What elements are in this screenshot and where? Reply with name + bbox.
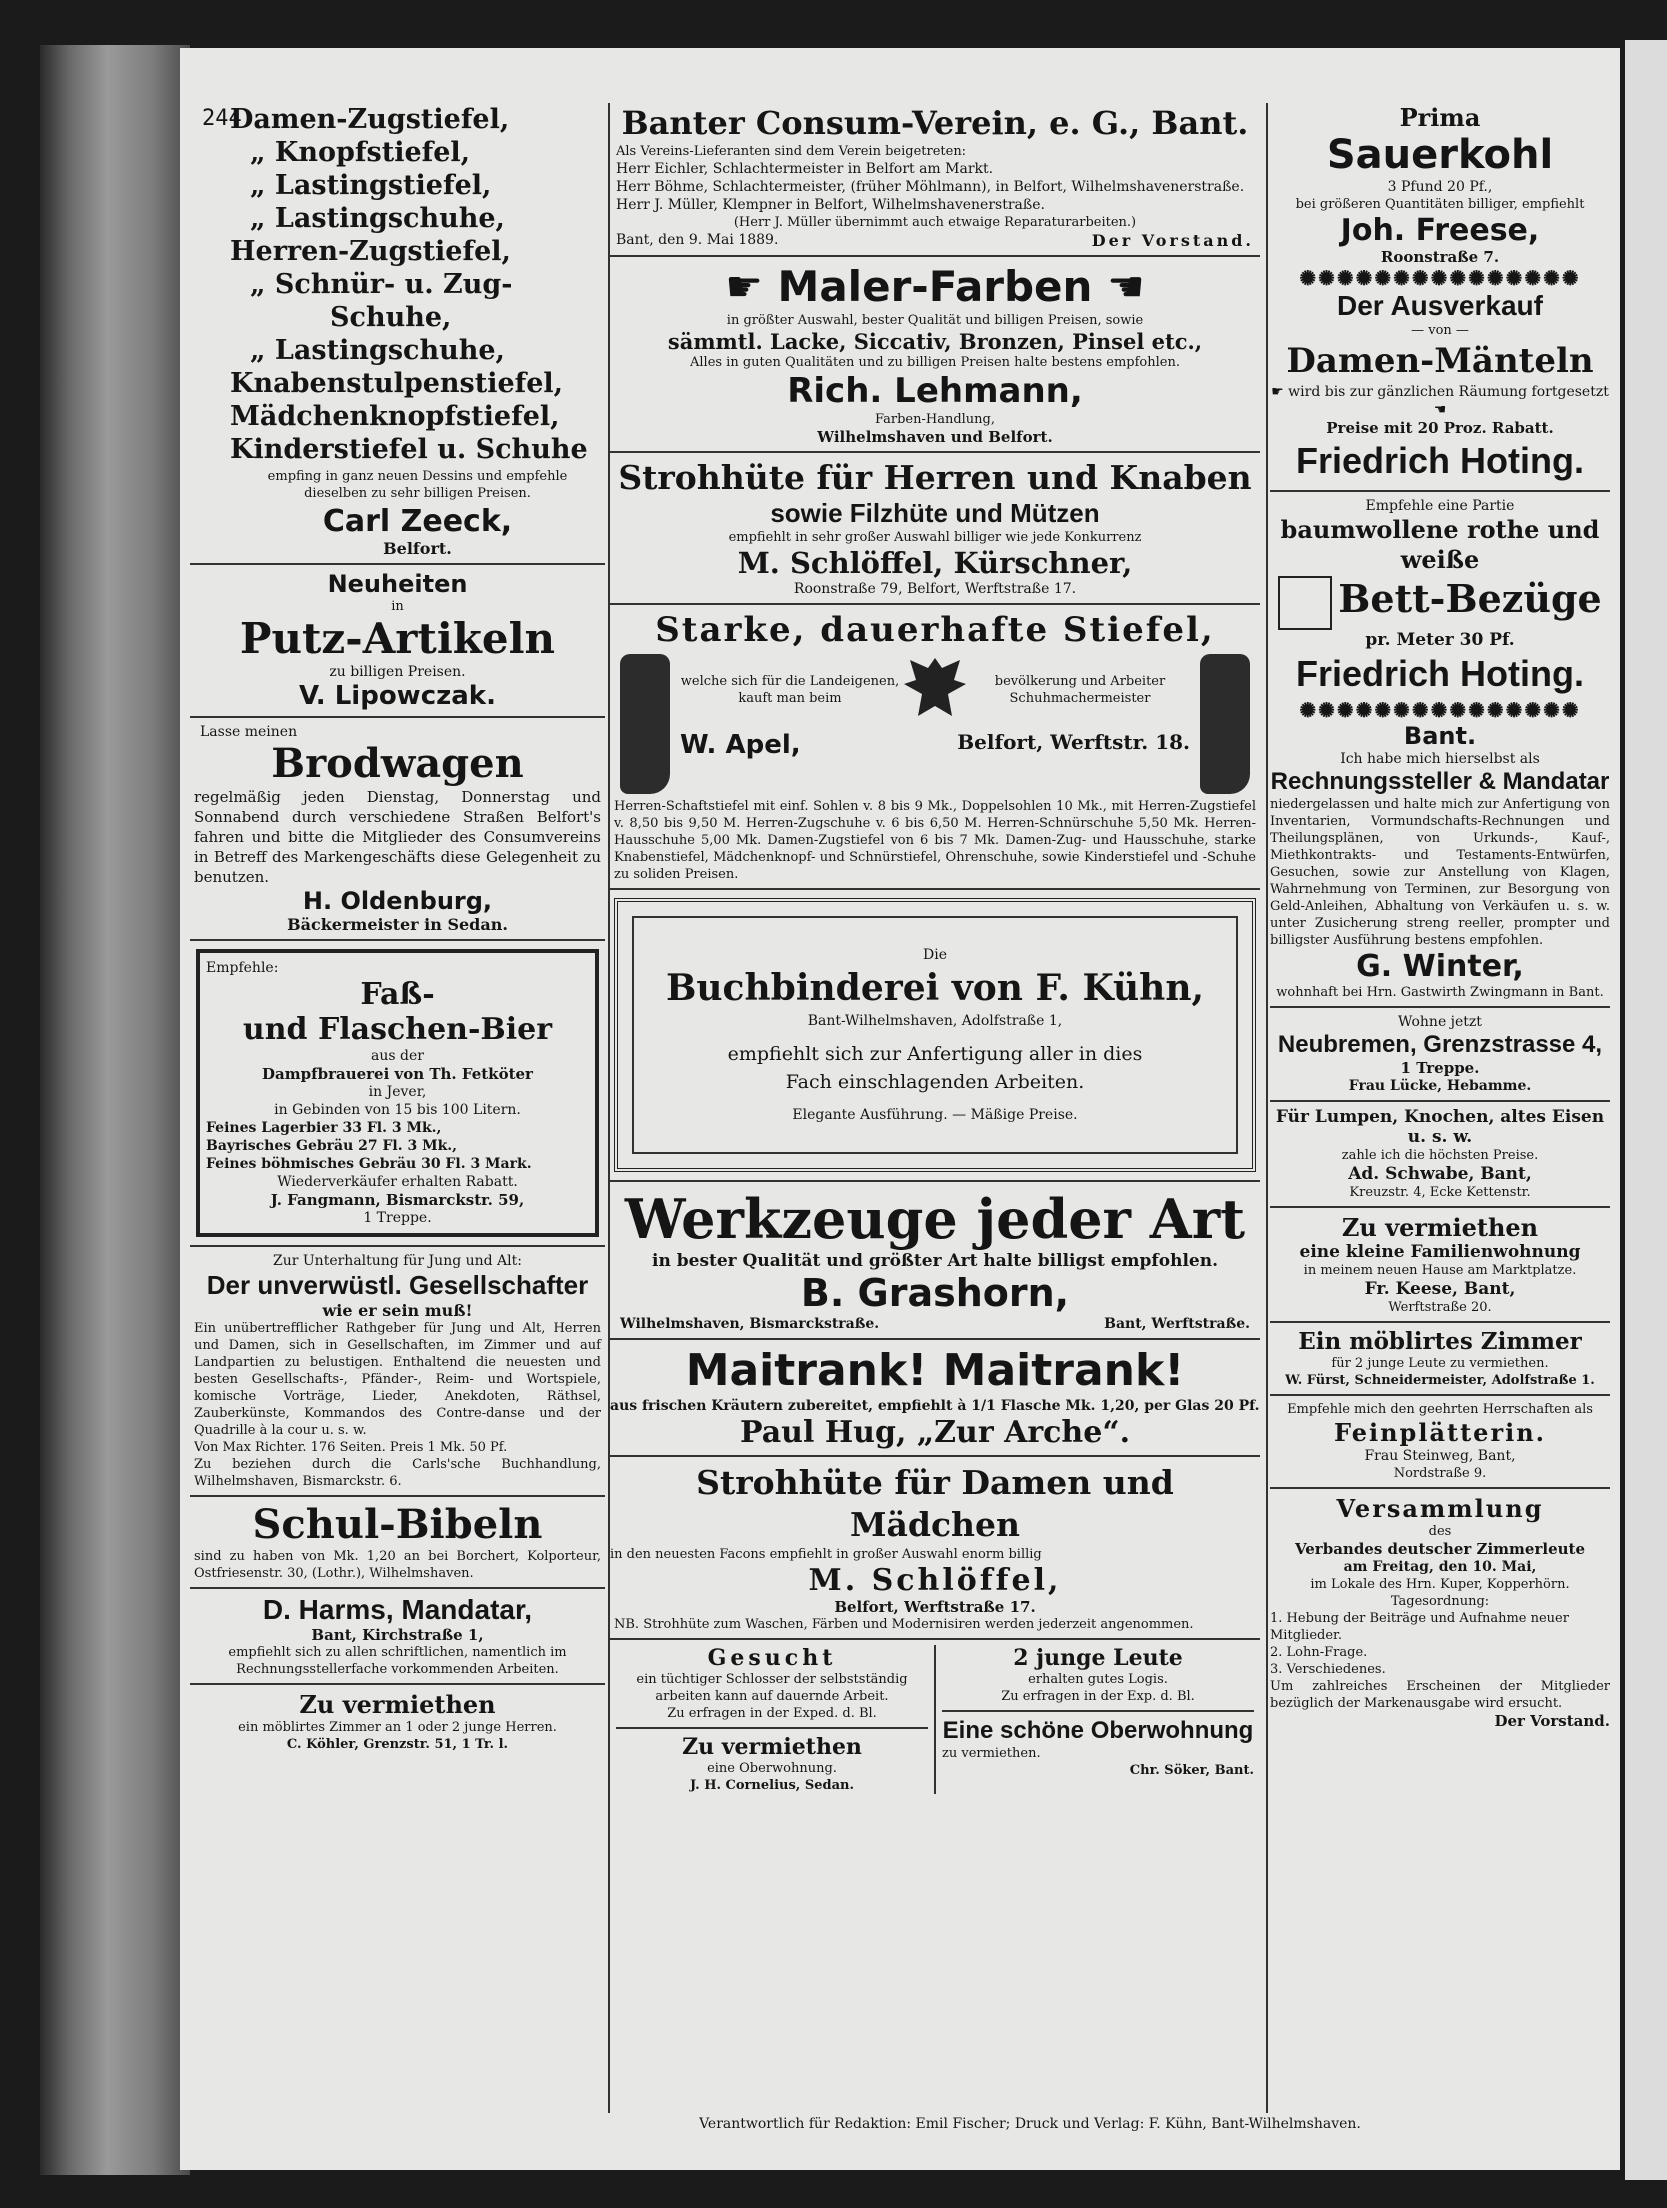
stroh2-text: in den neuesten Facons empfiehlt in großer Auswahl enorm billig	[610, 1547, 1042, 1562]
gesucht-exp: Zu erfragen in der Exped. d. Bl.	[667, 1706, 877, 1721]
ges-bezug: Zu beziehen durch die Carls'sche Buchhandlung, Wilhelmshaven, Bismarckstr. 6.	[194, 1457, 601, 1489]
pointing-hand-icon: ☛	[725, 262, 763, 311]
brod-merchant: H. Oldenburg,	[302, 887, 493, 915]
column-left	[190, 103, 605, 1753]
bett-text: baumwollene rothe und weiße	[1280, 515, 1600, 574]
ad-gesucht	[610, 1645, 936, 1794]
ad-versammlung	[1270, 1494, 1610, 1730]
divider	[610, 1638, 1260, 1640]
page-number: 244	[202, 106, 242, 131]
pointing-hand-icon: ☚	[1433, 402, 1447, 418]
bant-title: Bant.	[1403, 721, 1477, 750]
leute-title: 2 junge Leute	[1013, 1645, 1183, 1671]
maler-merchant: Rich. Lehmann,	[787, 371, 1083, 411]
plaett-name: Frau Steinweg, Bant,	[1364, 1447, 1516, 1464]
bibel-title: Schul-Bibeln	[252, 1501, 543, 1548]
werk-text: in bester Qualität und größter Art halte billigst empfohlen.	[652, 1251, 1218, 1271]
ad-stiefel-apel	[610, 610, 1260, 883]
divider	[610, 888, 1260, 890]
hoting-merchant: Friedrich Hoting.	[1296, 440, 1584, 481]
lumpen-merchant: Ad. Schwabe, Bant,	[1348, 1163, 1532, 1184]
divider	[190, 1245, 605, 1247]
wohne-addr: Neubremen, Grenzstrasse 4,	[1277, 1030, 1603, 1058]
next-page-edge	[1625, 40, 1667, 2180]
ad-zimmer-koehler	[190, 1690, 605, 1753]
ad-winter-mandatar	[1270, 722, 1610, 1001]
stroh2-addr: Belfort, Werftstraße 17.	[834, 1598, 1036, 1616]
fam-title: Zu vermiethen	[1341, 1212, 1539, 1242]
star-ornament-row: ✺✺✺✺✺✺✺✺✺✺✺✺✺✺✺	[1299, 266, 1581, 290]
ober-title: Eine schöne Oberwohnung	[942, 1717, 1254, 1744]
harms-title: D. Harms, Mandatar,	[262, 1594, 533, 1625]
ges-author: Von Max Richter. 176 Seiten. Preis 1 Mk. 50 Pf.	[194, 1440, 508, 1455]
bier-place: in Jever,	[368, 1084, 427, 1100]
ad-buchbinderei-frame	[614, 898, 1256, 1172]
divider	[1270, 1394, 1610, 1396]
ad-putz-lipowczak	[190, 570, 605, 711]
bier-from: aus der	[371, 1048, 424, 1064]
verm-text: ein möblirtes Zimmer an 1 oder 2 junge Herren.	[238, 1720, 557, 1735]
maler-text1: in größter Auswahl, bester Qualität und billigen Preisen, sowie	[726, 313, 1144, 328]
zimmer-name: W. Fürst, Schneidermeister, Adolfstraße 1.	[1285, 1372, 1595, 1388]
ausv-text: wird bis zur gänzlichen Räumung fortgesetzt	[1288, 384, 1609, 400]
bier-title2: und Flaschen-Bier	[242, 1012, 553, 1047]
shoes-item: Herren-Zugstiefel,	[230, 236, 511, 267]
newspaper-page	[180, 48, 1620, 2170]
wohne-name: Frau Lücke, Hebamme.	[1348, 1077, 1532, 1094]
ad-ausverkauf	[1270, 290, 1610, 485]
divider	[610, 1455, 1260, 1457]
column-right	[1270, 103, 1610, 1730]
mai-title: Maitrank! Maitrank!	[685, 1345, 1185, 1396]
book-binding	[40, 45, 190, 2175]
wohne-stairs: 1 Treppe.	[1400, 1058, 1480, 1077]
ad-gesellschafter	[190, 1252, 605, 1490]
divider	[1270, 490, 1610, 492]
consum-sign: Der Vorstand.	[1091, 231, 1254, 250]
harms-addr: Bant, Kirchstraße 1,	[311, 1626, 484, 1644]
werk-title: Werkzeuge jeder Art	[624, 1187, 1246, 1251]
buch-title: Buchbinderei von F. Kühn,	[665, 967, 1205, 1009]
shoes-place: Belfort.	[383, 539, 452, 558]
vers-org: Verbandes deutscher Zimmerleute	[1295, 1539, 1585, 1558]
shoes-item: „ Knopfstiefel,	[250, 137, 471, 168]
stroh2-nb: NB. Strohhüte zum Waschen, Färben und Modernisiren werden jederzeit angenommen.	[614, 1617, 1194, 1632]
plaett-pre: Empfehle mich den geehrten Herrschaften als	[1287, 1401, 1593, 1417]
ausv-title: Der Ausverkauf	[1337, 290, 1543, 321]
putz-in: in	[391, 599, 404, 614]
stroh1-sub: sowie Filzhüte und Mützen	[770, 498, 1100, 528]
zimmer-title: Ein möblirtes Zimmer	[1298, 1327, 1582, 1355]
divider	[1270, 1006, 1610, 1008]
divider	[610, 255, 1260, 257]
stiefel-merchant: W. Apel,	[680, 730, 801, 760]
divider	[610, 1180, 1260, 1182]
shoes-merchant: Carl Zeeck,	[322, 504, 513, 539]
bant-merchant: G. Winter,	[1356, 948, 1524, 984]
vers-date: am Freitag, den 10. Mai,	[1343, 1558, 1537, 1575]
ges-title: Der unverwüstl. Gesellschafter	[206, 1270, 589, 1300]
vers-agenda-item: 1. Hebung der Beiträge und Aufnahme neuer Mitglieder.	[1270, 1610, 1569, 1643]
bier-stairs: 1 Treppe.	[363, 1210, 432, 1226]
stroh1-text: empfiehlt in sehr großer Auswahl billiger wie jede Konkurrenz	[728, 530, 1142, 545]
ober-text: zu vermiethen.	[942, 1746, 1041, 1761]
vers-agenda-item: 2. Lohn-Frage.	[1270, 1644, 1368, 1660]
shoes-item: Knabenstulpenstiefel,	[230, 368, 564, 399]
bier-merchant: J. Fangmann, Bismarckstr. 59,	[270, 1191, 525, 1209]
bant-text: niedergelassen und halte mich zur Anfertigung von Inventarien, Vormundschafts-Rechnungen und Theilungsplänen, von Urkunds-, Kauf-, Miethkontrakts- und Testaments-Entwürfen, Gesuchen, sowie zur Anstellung von Klagen, Wahrnehmung von Terminen, zur Besorgung von Geld-Anleihen, Abhaltung von Verkäufen u. s. w. unter Zusicherung streng reeller, prompter und billigster Ausführung bestens empfohlen.	[1270, 796, 1610, 948]
ad-shoes-zeeck	[190, 103, 605, 558]
verm2-name: J. H. Cornelius, Sedan.	[690, 1778, 854, 1793]
ad-keese-wohnung	[1270, 1213, 1610, 1316]
ad-fuerst-zimmer	[1270, 1328, 1610, 1389]
pointing-hand-icon: ☛	[1271, 384, 1289, 400]
stroh2-merchant: M. Schlöffel,	[808, 1563, 1062, 1598]
divider	[190, 939, 605, 941]
bett-title: Bett-Bezüge	[1338, 576, 1602, 621]
ads-small-row	[610, 1645, 1260, 1794]
stroh2-title: Strohhüte für Damen und Mädchen	[696, 1463, 1174, 1544]
stiefel-title: Starke, dauerhafte Stiefel,	[655, 610, 1215, 650]
ad-schwabe	[1270, 1107, 1610, 1201]
putz-sub: zu billigen Preisen.	[329, 664, 466, 680]
sauer-pre: Prima	[1399, 103, 1481, 132]
stiefel-left: welche sich für die Landeigenen, kauft man beim	[680, 674, 900, 706]
bier-gebinde: in Gebinden von 15 bis 100 Litern.	[274, 1102, 521, 1118]
werk-right: Bant, Werftstraße.	[1104, 1316, 1250, 1332]
consum-line: Herr Böhme, Schlachtermeister, (früher Möhlmann), in Belfort, Wilhelmshavenerstraße.	[616, 179, 1245, 195]
ges-pre: Zur Unterhaltung für Jung und Alt:	[273, 1253, 522, 1269]
ad-buchbinderei	[632, 916, 1238, 1154]
consum-title: Banter Consum-Verein, e. G., Bant.	[621, 104, 1249, 142]
shoes-item: Mädchenknopfstiefel,	[230, 401, 560, 432]
stiefel-addr: Belfort, Werftstr. 18.	[957, 730, 1190, 754]
ausv-item: Damen-Mänteln	[1286, 341, 1594, 381]
ad-brodwagen	[190, 723, 605, 934]
ges-text: Ein unübertrefflicher Rathgeber für Jung und Alt, Herren und Damen, sich in Gesellschaften, im Zimmer und auf Landpartien zu belustigen. Enthaltend die neuesten und besten Gesellschafts-, Pfänder-, Reim- und Wortspiele, komische Vorträge, Lieder, Anekdoten, Räthsel, Zauberkünste, Kommandos des Contre-danse und der Quadrille à la cour u. s. w.	[194, 1321, 601, 1438]
consum-date: Bant, den 9. Mai 1889.	[616, 232, 779, 248]
eagle-emblem-icon	[900, 650, 970, 730]
shoes-item: „ Schnür- u. Zug-	[250, 269, 513, 300]
putz-head: Neuheiten	[327, 570, 468, 598]
shoes-item: „ Lastingschuhe,	[250, 203, 505, 234]
boot-icon	[1200, 654, 1250, 794]
ad-schulbibeln	[190, 1502, 605, 1582]
divider	[190, 563, 605, 565]
bier-pre: Empfehle:	[206, 960, 279, 976]
divider	[190, 716, 605, 718]
sauer-addr: Roonstraße 7.	[1380, 248, 1500, 266]
consum-intro: Als Vereins-Lieferanten sind dem Verein beigetreten:	[616, 144, 967, 159]
ad-harms	[190, 1594, 605, 1678]
maler-text2: Alles in guten Qualitäten und zu billigen Preisen halte bestens empfohlen.	[689, 355, 1180, 370]
divider	[190, 1587, 605, 1589]
gesucht-text: ein tüchtiger Schlosser der selbstständig arbeiten kann auf dauernde Arbeit.	[636, 1672, 908, 1704]
gesucht-title: Gesucht	[707, 1645, 837, 1671]
bier-item: Bayrisches Gebräu 27 Fl. 3 Mk.,	[206, 1138, 458, 1154]
divider	[1270, 1100, 1610, 1102]
brod-text: regelmäßig jeden Dienstag, Donnerstag und Sonnabend durch verschiedene Straßen Belfort's fahren und bitte die Mitglieder des Consumvereins in Betreff des Markengeschäfts diese Gelegenheit zu benutzen.	[194, 788, 601, 886]
werk-left: Wilhelmshaven, Bismarckstraße.	[620, 1316, 880, 1332]
vers-place: im Lokale des Hrn. Kuper, Kopperhörn.	[1310, 1576, 1570, 1592]
hoting-merchant: Friedrich Hoting.	[1296, 652, 1584, 694]
consum-line: Herr Eichler, Schlachtermeister in Belfort am Markt.	[616, 161, 994, 177]
stiefel-right: bevölkerung und Arbeiter Schuhmachermeister	[994, 674, 1166, 706]
buch-foot: Elegante Ausführung. — Mäßige Preise.	[792, 1107, 1078, 1123]
sauer-text: bei größeren Quantitäten billiger, empfiehlt	[1295, 197, 1585, 212]
bibel-text: sind zu haben von Mk. 1,20 an bei Borchert, Kolporteur, Ostfriesenstr. 30, (Lothr.), Wilhelmshaven.	[194, 1549, 601, 1581]
bier-item: Feines Lagerbier 33 Fl. 3 Mk.,	[206, 1120, 442, 1136]
bier-title1: Faß-	[360, 977, 435, 1012]
lumpen-text: Für Lumpen, Knochen, altes Eisen u. s. w.	[1275, 1106, 1605, 1147]
divider	[616, 1727, 928, 1729]
vers-agenda-title: Tagesordnung:	[1390, 1593, 1490, 1609]
stroh1-title: Strohhüte für Herren und Knaben	[618, 458, 1252, 497]
harms-text: empfiehlt sich zu allen schriftlichen, namentlich im Rechnungsstellerfache vorkommenden Arbeiten.	[228, 1645, 567, 1677]
empty-box-icon	[1278, 576, 1332, 630]
verm2-title: Zu vermiethen	[682, 1734, 862, 1760]
consum-line: (Herr J. Müller übernimmt auch etwaige Reparaturarbeiten.)	[733, 215, 1137, 230]
ober-name: Chr. Söker, Bant.	[1129, 1763, 1254, 1778]
ad-luecke-hebamme	[1270, 1013, 1610, 1095]
buch-addr: Bant-Wilhelmshaven, Adolfstraße 1,	[807, 1013, 1063, 1029]
sauer-title: Sauerkohl	[1326, 132, 1554, 178]
shoes-item: Kinderstiefel u. Schuhe	[230, 434, 588, 465]
plaett-title: Feinplätterin.	[1333, 1417, 1547, 1447]
imprint-footer: Verantwortlich für Redaktion: Emil Fischer; Druck und Verlag: F. Kühn, Bant-Wilhelmshaven.	[699, 2116, 1361, 2132]
buch-text: empfiehlt sich zur Anfertigung aller in dies Fach einschlagenden Arbeiten.	[727, 1043, 1143, 1093]
vers-sign: Der Vorstand.	[1494, 1711, 1610, 1730]
lumpen-addr: Kreuzstr. 4, Ecke Kettenstr.	[1349, 1184, 1531, 1200]
brod-sub: Bäckermeister in Sedan.	[287, 915, 508, 934]
boot-icon	[620, 654, 670, 794]
divider	[1270, 1487, 1610, 1489]
stroh1-addr: Roonstraße 79, Belfort, Werftstraße 17.	[793, 581, 1077, 597]
verm-title: Zu vermiethen	[299, 1690, 496, 1719]
maler-title: Maler-Farben	[777, 262, 1093, 311]
divider	[610, 603, 1260, 605]
bier-rabatt: Wiederverkäufer erhalten Rabatt.	[277, 1174, 518, 1190]
werk-merchant: B. Grashorn,	[800, 1271, 1070, 1315]
ad-consum-verein	[610, 103, 1260, 250]
maler-sub: Farben-Handlung,	[874, 412, 996, 427]
divider	[190, 1683, 605, 1685]
divider	[942, 1710, 1254, 1712]
mai-merchant: Paul Hug, „Zur Arche“.	[739, 1415, 1131, 1450]
shoes-text: empfing in ganz neuen Dessins und empfehle dieselben zu sehr billigen Preisen.	[267, 469, 568, 501]
lumpen-sub: zahle ich die höchsten Preise.	[1341, 1147, 1539, 1163]
sauer-merchant: Joh. Freese,	[1340, 213, 1540, 248]
column-middle	[610, 103, 1260, 1794]
vers-text: Um zahlreiches Erscheinen der Mitglieder bezüglich der Markenausgabe wird ersucht.	[1270, 1678, 1610, 1711]
bant-head: Rechnungssteller & Mandatar	[1270, 767, 1610, 795]
brod-pre: Lasse meinen	[200, 724, 298, 740]
leute-text: erhalten gutes Logis.	[1028, 1672, 1168, 1687]
ad-maitrank	[610, 1345, 1260, 1450]
ausv-von: — von —	[1411, 323, 1469, 338]
ad-bier-fangmann	[196, 949, 599, 1237]
pointing-hand-icon: ☚	[1107, 262, 1145, 311]
vers-agenda-item: 3. Verschiedenes.	[1270, 1661, 1386, 1677]
wohne-pre: Wohne jetzt	[1398, 1013, 1482, 1030]
putz-title: Putz-Artikeln	[239, 614, 556, 663]
zimmer-text: für 2 junge Leute zu vermiethen.	[1331, 1355, 1549, 1371]
divider	[190, 1495, 605, 1497]
ad-strohhuete-damen	[610, 1462, 1260, 1633]
ausv-price: Preise mit 20 Proz. Rabatt.	[1326, 419, 1554, 437]
bier-brewery: Dampfbrauerei von Th. Fetköter	[262, 1065, 533, 1083]
stroh1-merchant: M. Schlöffel, Kürschner,	[737, 546, 1133, 580]
stiefel-text: Herren-Schaftstiefel mit einf. Sohlen v. 8 bis 9 Mk., Doppelsohlen 10 Mk., mit Herren-Zugstiefel v. 8,50 bis 9,50 M. Herren-Zugschuhe v. 6 bis 6,50 M. Herren-Schnürschuhe 5,50 Mk. Herren-Hausschuhe 5,00 Mk. Damen-Zugstiefel von 6 bis 7 Mk. Damen-Zug- und Hausschuhe, starke Knabenstiefel, Mädchenknopf- und Schnürstiefel, Ohrenschuhe, sowie Kinderstiefel und -Schuhe zu soliden Preisen.	[614, 799, 1256, 882]
vers-des: des	[1428, 1523, 1452, 1539]
buch-die: Die	[923, 947, 947, 963]
ad-feinplaetterin	[1270, 1401, 1610, 1482]
fam-merchant: Fr. Keese, Bant,	[1364, 1278, 1516, 1299]
fam-sub: in meinem neuen Hause am Marktplatze.	[1303, 1262, 1577, 1278]
bant-addr: wohnhaft bei Hrn. Gastwirth Zwingmann in Bant.	[1276, 984, 1604, 1000]
consum-line: Herr J. Müller, Klempner in Belfort, Wilhelmshavenerstraße.	[616, 197, 1045, 213]
shoes-item: „ Lastingschuhe,	[250, 335, 505, 366]
putz-merchant: V. Lipowczak.	[299, 681, 496, 711]
ad-sauerkohl	[1270, 103, 1610, 266]
divider	[1270, 1206, 1610, 1208]
vers-title: Versammlung	[1336, 1493, 1544, 1523]
ad-bettbezuege	[1270, 497, 1610, 698]
bier-item: Feines böhmisches Gebräu 30 Fl. 3 Mark.	[206, 1156, 532, 1172]
ges-sub: wie er sein muß!	[322, 1301, 473, 1320]
star-ornament-row: ✺✺✺✺✺✺✺✺✺✺✺✺✺✺✺	[1299, 697, 1581, 722]
brod-title: Brodwagen	[271, 740, 524, 787]
divider	[610, 1338, 1260, 1340]
leute-exp: Zu erfragen in der Exp. d. Bl.	[1001, 1689, 1195, 1704]
bant-intro: Ich habe mich hierselbst als	[1340, 750, 1540, 767]
fam-addr: Werftstraße 20.	[1388, 1299, 1492, 1315]
ad-maler-farben	[610, 262, 1260, 446]
ad-werkzeuge	[610, 1187, 1260, 1333]
shoes-item: Damen-Zugstiefel,	[230, 104, 510, 135]
verm2-text: eine Oberwohnung.	[707, 1761, 837, 1776]
bett-pre: Empfehle eine Partie	[1365, 498, 1515, 514]
shoes-item: „ Lastingstiefel,	[250, 170, 492, 201]
bett-price: pr. Meter 30 Pf.	[1365, 629, 1515, 650]
shoes-item: Schuhe,	[330, 302, 452, 333]
ad-junge-leute	[936, 1645, 1260, 1794]
divider	[1270, 1321, 1610, 1323]
sauer-price: 3 Pfund 20 Pf.,	[1387, 179, 1493, 195]
column-rule	[1266, 103, 1268, 2113]
fam-text: eine kleine Familienwohnung	[1299, 1241, 1581, 1262]
plaett-addr: Nordstraße 9.	[1393, 1465, 1487, 1481]
verm-name: C. Köhler, Grenzstr. 51, 1 Tr. l.	[286, 1737, 509, 1752]
divider	[610, 451, 1260, 453]
ad-strohhuete-herren	[610, 458, 1260, 598]
maler-place: Wilhelmshaven und Belfort.	[817, 428, 1053, 446]
mai-text: aus frischen Kräutern zubereitet, empfiehlt à 1/1 Flasche Mk. 1,20, per Glas 20 Pf.	[610, 1398, 1260, 1414]
maler-items: sämmtl. Lacke, Siccativ, Bronzen, Pinsel etc.,	[667, 329, 1203, 354]
